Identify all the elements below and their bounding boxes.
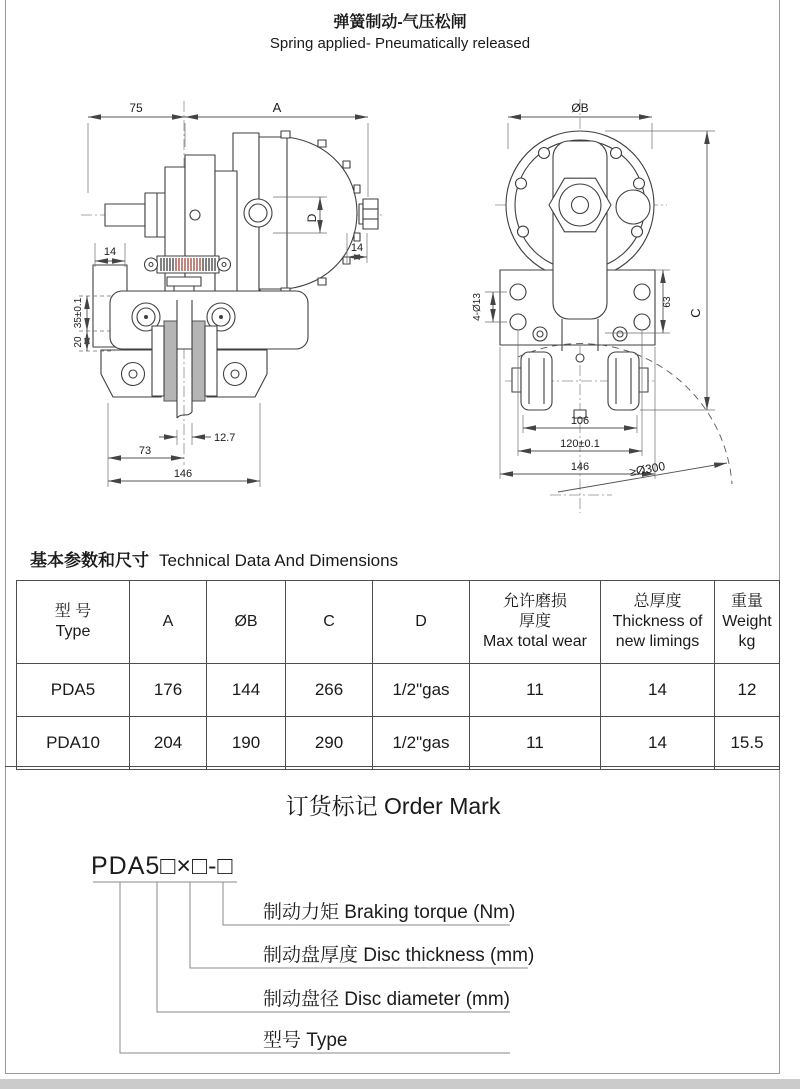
table-row-pda5 [17,664,780,717]
column-header-weight: 重量 Weight kg [715,581,780,664]
order-mark-heading: 订货标记 Order Mark [285,793,501,819]
table-cell: 11 [470,717,601,770]
table-heading-en: Technical Data And Dimensions [159,551,399,570]
dim-14-left-label: 14 [103,246,117,258]
dim-diaB-label: ØB [571,101,589,115]
side-view-drawing [15,85,425,525]
dim-C-label: C [688,308,703,318]
table-row-pda10 [17,717,780,770]
dim-A-label: A [272,100,282,115]
title-zh: 弹簧制动-气压松闸 [333,14,467,31]
table-cell: 15.5 [715,717,780,770]
table-cell: 14 [601,717,715,770]
order-label-braking-torque: 制动力矩 Braking torque (Nm) [263,902,516,923]
dim-35-label: 35±0.1 [73,297,84,329]
dim-14-right-label: 14 [350,242,364,254]
table-cell: 190 [207,717,286,770]
table-heading-zh: 基本参数和尺寸 [30,551,149,570]
dim-146-label: 146 [173,468,193,480]
dim-146-front-label: 146 [570,461,590,473]
dim-75-label: 75 [129,101,143,115]
header-row [17,581,780,664]
order-mark-diagram [5,840,779,1073]
order-label-disc-diameter: 制动盘径 Disc diameter (mm) [263,989,511,1010]
table-cell: 266 [286,664,373,717]
dim-12-7-label: 12.7 [214,432,236,444]
page-bottom-strip [0,1079,800,1089]
column-header-c: C [286,581,373,664]
dim-D-label: D [305,213,319,223]
table-cell: 12 [715,664,780,717]
dim-120-label: 120±0.1 [560,438,600,450]
table-cell: 11 [470,664,601,717]
column-header-type: 型 号 Type [17,581,130,664]
column-header-thickness: 总厚度 Thickness of new limings [601,581,715,664]
table-cell: 290 [286,717,373,770]
table-cell: PDA10 [17,717,130,770]
dim-300-label: ≥Ø300 [628,459,667,480]
order-code: PDA5□×□-□ [91,852,234,880]
section-divider [5,766,779,767]
column-header-d: D [373,581,470,664]
table-cell: 176 [130,664,207,717]
page-title [0,12,800,54]
column-header-max-wear: 允许磨损 厚度 Max total wear [470,581,601,664]
column-header-a: A [130,581,207,664]
technical-data-table [16,580,780,770]
dim-73-label: 73 [138,445,152,457]
front-view-drawing [455,85,785,525]
table-cell: 1/2"gas [373,717,470,770]
order-label-type: 型号 Type [263,1030,348,1051]
dim-106-label: 106 [570,415,590,427]
table-heading [30,546,398,571]
column-header-b: ØB [207,581,286,664]
dim-20-label: 20 [73,336,84,348]
table-cell: 14 [601,664,715,717]
title-en: Spring applied- Pneumatically released [269,34,531,52]
table-cell: 204 [130,717,207,770]
order-label-disc-thickness: 制动盘厚度 Disc thickness (mm) [263,945,535,966]
table-cell: 1/2"gas [373,664,470,717]
table-cell: PDA5 [17,664,130,717]
dim-4d13-label: 4-Ø13 [472,293,483,321]
dim-63-label: 63 [662,296,673,308]
table-cell: 144 [207,664,286,717]
